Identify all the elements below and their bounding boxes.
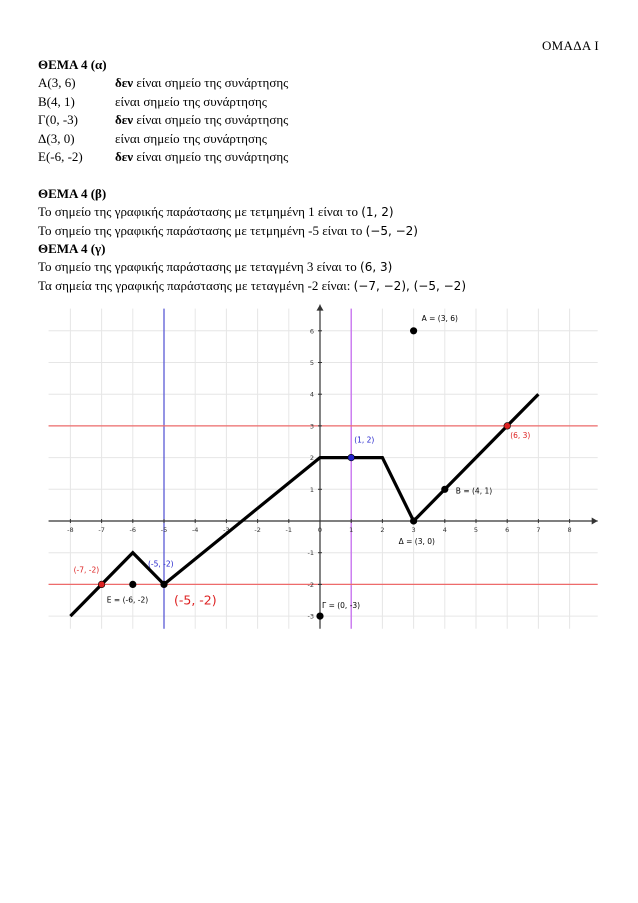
y-tick-label: 2 bbox=[309, 454, 314, 463]
point-marker bbox=[410, 328, 417, 335]
annotation-label: (-5, -2) bbox=[174, 592, 217, 608]
point-label: (1, 2) bbox=[354, 435, 375, 445]
point-marker bbox=[317, 613, 324, 620]
point-statement: είναι σημείο της συνάρτησης bbox=[133, 75, 289, 91]
x-tick-label: 4 bbox=[442, 526, 447, 534]
x-tick-label: -6 bbox=[129, 526, 137, 534]
part-b-title: ΘΕΜΑ 4 (β) bbox=[38, 185, 107, 201]
x-tick-label: -8 bbox=[67, 526, 74, 534]
x-tick-label: -7 bbox=[98, 526, 105, 534]
part-c-text-2: Τα σημεία της γραφικής παράστασης με τεταγμένη -2 είναι: bbox=[38, 277, 354, 293]
x-tick-label: -2 bbox=[254, 526, 261, 534]
point-name: Ε(-6, -2) bbox=[38, 149, 83, 165]
reference-lines bbox=[49, 309, 598, 629]
x-tick-label: 7 bbox=[536, 526, 541, 534]
x-tick-label: -3 bbox=[223, 526, 230, 534]
x-tick-label: -5 bbox=[160, 526, 168, 534]
point-statement: είναι σημείο της συνάρτησης bbox=[133, 112, 289, 128]
point-name: Α(3, 6) bbox=[38, 75, 76, 91]
x-tick-label: 2 bbox=[380, 526, 385, 534]
point-statement: είναι σημείο της συνάρτησης bbox=[115, 130, 267, 146]
point-marker bbox=[504, 423, 511, 430]
y-tick-label: 5 bbox=[309, 359, 314, 367]
function-curve bbox=[70, 394, 541, 616]
point-label: (6, 3) bbox=[510, 430, 531, 440]
point-marker bbox=[442, 486, 449, 493]
point-marker bbox=[98, 581, 105, 588]
part-b-answer-2: (−5, −2) bbox=[365, 223, 418, 238]
y-axis-arrow-icon bbox=[317, 305, 324, 311]
x-tick-label: 1 bbox=[349, 526, 354, 534]
y-tick-label: -3 bbox=[307, 612, 314, 621]
negation: δεν bbox=[115, 112, 134, 128]
x-axis-arrow-icon bbox=[592, 518, 598, 525]
point-label: (-5, -2) bbox=[148, 559, 174, 569]
axes bbox=[49, 305, 598, 629]
point-marker bbox=[130, 581, 137, 588]
y-tick-label: -1 bbox=[307, 549, 314, 558]
part-b-answer-1: (1, 2) bbox=[361, 205, 394, 220]
x-tick-label: 6 bbox=[505, 526, 510, 534]
part-c-title: ΘΕΜΑ 4 (γ) bbox=[38, 241, 106, 257]
part-b-text-2: Το σημείο της γραφικής παράστασης με τετμημένη -5 είναι το bbox=[38, 222, 366, 238]
x-tick-label: -1 bbox=[285, 526, 293, 534]
x-tick-label: 5 bbox=[473, 526, 479, 534]
point-label: E = (-6, -2) bbox=[106, 595, 149, 605]
point-marker bbox=[161, 581, 168, 588]
y-tick-label: 4 bbox=[309, 390, 314, 399]
part-a-title: ΘΕΜΑ 4 (α) bbox=[38, 57, 107, 72]
x-tick-label: -4 bbox=[191, 526, 199, 534]
y-tick-label: 3 bbox=[309, 422, 314, 431]
point-statement: είναι σημείο της συνάρτησης bbox=[133, 149, 289, 165]
point-marker bbox=[410, 518, 417, 525]
part-c-answer-2: (−7, −2), (−5, −2) bbox=[353, 278, 466, 293]
x-tick-label: 8 bbox=[567, 526, 572, 534]
point-label: B = (4, 1) bbox=[455, 486, 493, 496]
point-name: Γ(0, -3) bbox=[38, 112, 79, 128]
x-tick-label: 0 bbox=[317, 526, 323, 534]
point-label: A = (3, 6) bbox=[421, 313, 458, 323]
points bbox=[74, 314, 531, 620]
x-tick-label: 3 bbox=[411, 526, 416, 534]
y-tick-label: 6 bbox=[309, 327, 314, 336]
part-b-text-1: Το σημείο της γραφικής παράστασης με τετμημένη 1 είναι το bbox=[38, 204, 362, 220]
point-marker bbox=[348, 454, 355, 461]
part-c-text-1: Το σημείο της γραφικής παράστασης με τεταγμένη 3 είναι το bbox=[38, 259, 361, 275]
y-tick-label: -2 bbox=[307, 580, 314, 589]
negation: δεν bbox=[115, 75, 134, 91]
point-label: (-7, -2) bbox=[73, 565, 100, 575]
grid bbox=[49, 309, 598, 629]
function-line bbox=[70, 394, 541, 616]
point-label: Γ = (0, -3) bbox=[322, 601, 361, 611]
point-statement: είναι σημείο της συνάρτησης bbox=[115, 93, 267, 109]
point-name: Β(4, 1) bbox=[38, 93, 75, 109]
part-c-answer-1: (6, 3) bbox=[360, 260, 393, 275]
negation: δεν bbox=[115, 149, 134, 165]
group-label: ΟΜΑΔΑ Ι bbox=[541, 38, 599, 53]
point-name: Δ(3, 0) bbox=[38, 130, 75, 146]
point-label: Δ = (3, 0) bbox=[398, 537, 435, 546]
y-tick-label: 1 bbox=[309, 485, 314, 494]
